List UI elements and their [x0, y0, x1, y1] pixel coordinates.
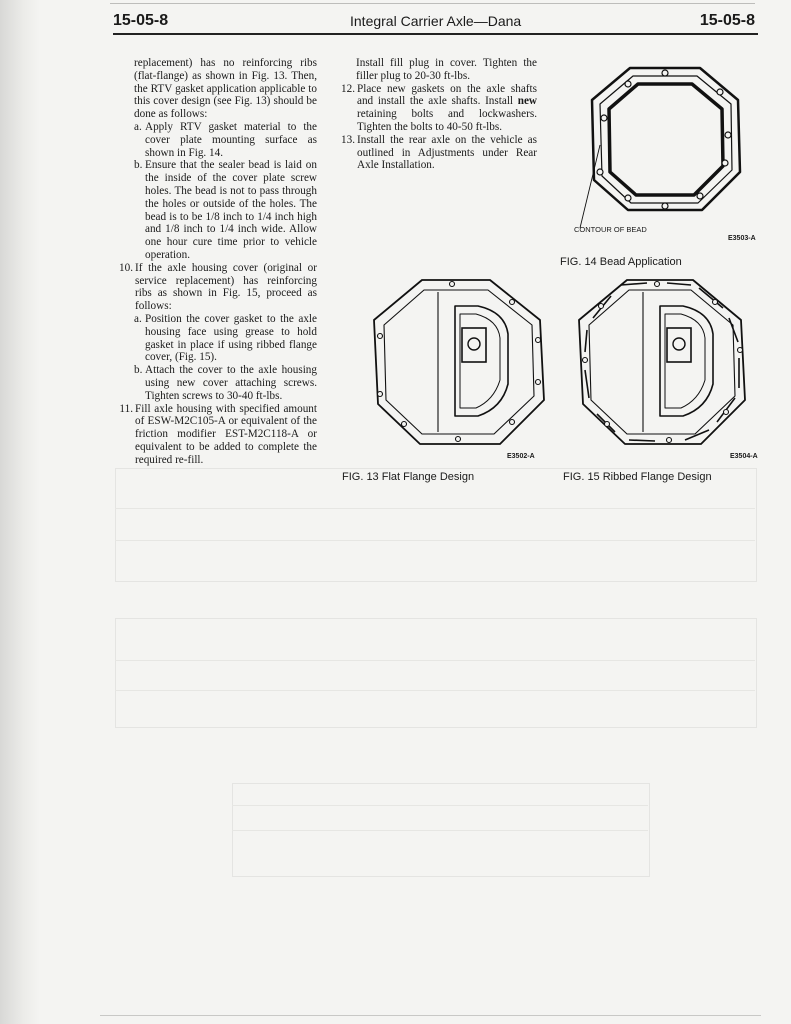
page-number-left: 15-05-8: [113, 12, 169, 29]
substep-letter: a.: [134, 312, 142, 325]
step-12-text-start: Place new gaskets on the axle shafts and install the axle shafts. Install: [357, 82, 537, 108]
page-title: Integral Carrier Axle—Dana: [350, 13, 522, 29]
flat-flange-cover-drawing: [360, 272, 560, 452]
figure-13: [340, 272, 550, 492]
step-11: [117, 403, 317, 467]
substep-letter: a.: [134, 120, 142, 133]
figure-15: [563, 272, 763, 492]
figure-13-caption: FIG. 13 Flat Flange Design: [342, 471, 475, 483]
step-10-substep-a: [117, 313, 317, 364]
step-10: [117, 262, 317, 313]
left-text-column: [117, 57, 317, 467]
figure-14-code: E3503-A: [728, 235, 756, 242]
step-number: 13.: [341, 133, 355, 146]
substep-a-text: Apply RTV gasket material to the cover plate mounting surface as shown in Fig. 14.: [145, 120, 317, 159]
paragraph-fill-plug: Install fill plug in cover. Tighten the filler plug to 20-30 ft-lbs.: [356, 57, 537, 82]
step-number: 12.: [341, 82, 355, 95]
step-10-substep-b-text: Attach the cover to the axle housing using new cover attaching screws. Tighten screws to 30-40 ft-lbs.: [145, 364, 317, 402]
step-13-text: Install the rear axle on the vehicle as outlined in Adjustments under Rear Axle Installation.: [357, 133, 537, 172]
step-10-text: If the axle housing cover (original or service replacement) has reinforcing ribs as shown in Fig. 15, proceed as follows:: [135, 261, 317, 313]
contour-of-bead-label: CONTOUR OF BEAD: [574, 225, 647, 234]
bottom-page-edge: [100, 1015, 761, 1016]
binding-shadow: [0, 0, 40, 1024]
paragraph-intro: replacement) has no reinforcing ribs (flat-flange) as shown in Fig. 13. Then, the RTV gasket application applicable to this cover design (see Fig. 13) should be done as follows:: [134, 57, 317, 121]
step-10-substep-b: [117, 364, 317, 402]
ribbed-flange-cover-drawing: [563, 272, 763, 452]
figure-13-code: E3502-A: [507, 453, 535, 460]
step-12-text-end: retaining bolts and lockwashers. Tighten the bolts to 40-50 ft-lbs.: [357, 108, 537, 133]
figure-15-caption: FIG. 15 Ribbed Flange Design: [563, 471, 712, 483]
substep-a: [117, 121, 317, 159]
figure-14: [560, 60, 760, 280]
header-rule: [113, 33, 758, 35]
step-11-text: Fill axle housing with specified amount of ESW-M2C105-A or equivalent of the friction modifier EST-M2C118-A or equivalent to be added to complete the required re-fill.: [135, 402, 317, 466]
step-13: [339, 134, 537, 172]
step-number: 11.: [119, 402, 133, 415]
substep-b: [117, 159, 317, 261]
substep-b-text: Ensure that the sealer bead is laid on the inside of the cover plate screw holes. The bead is not to pass through the holes or outside of the holes. The bead is to be 1/8 inch to 1/4 inch high and 1/8 inch to 1/4 inch wide. Allow one hour cure time prior to vehicle operation.: [145, 159, 317, 261]
bead-application-drawing: [560, 60, 760, 230]
figure-15-code: E3504-A: [730, 453, 758, 460]
step-10-substep-a-text: Position the cover gasket to the axle housing face using grease to hold gasket in place if using ribbed flange cover, (Fig. 15).: [145, 312, 317, 364]
step-12-emphasis: new: [517, 95, 537, 108]
middle-text-column: [339, 57, 537, 172]
figure-14-caption: FIG. 14 Bead Application: [560, 256, 682, 268]
substep-letter: b.: [134, 159, 143, 172]
top-page-edge: [110, 3, 755, 4]
page-number-right: 15-05-8: [699, 12, 755, 29]
step-number: 10.: [119, 261, 133, 274]
step-12: [339, 83, 537, 134]
substep-letter: b.: [134, 364, 143, 377]
